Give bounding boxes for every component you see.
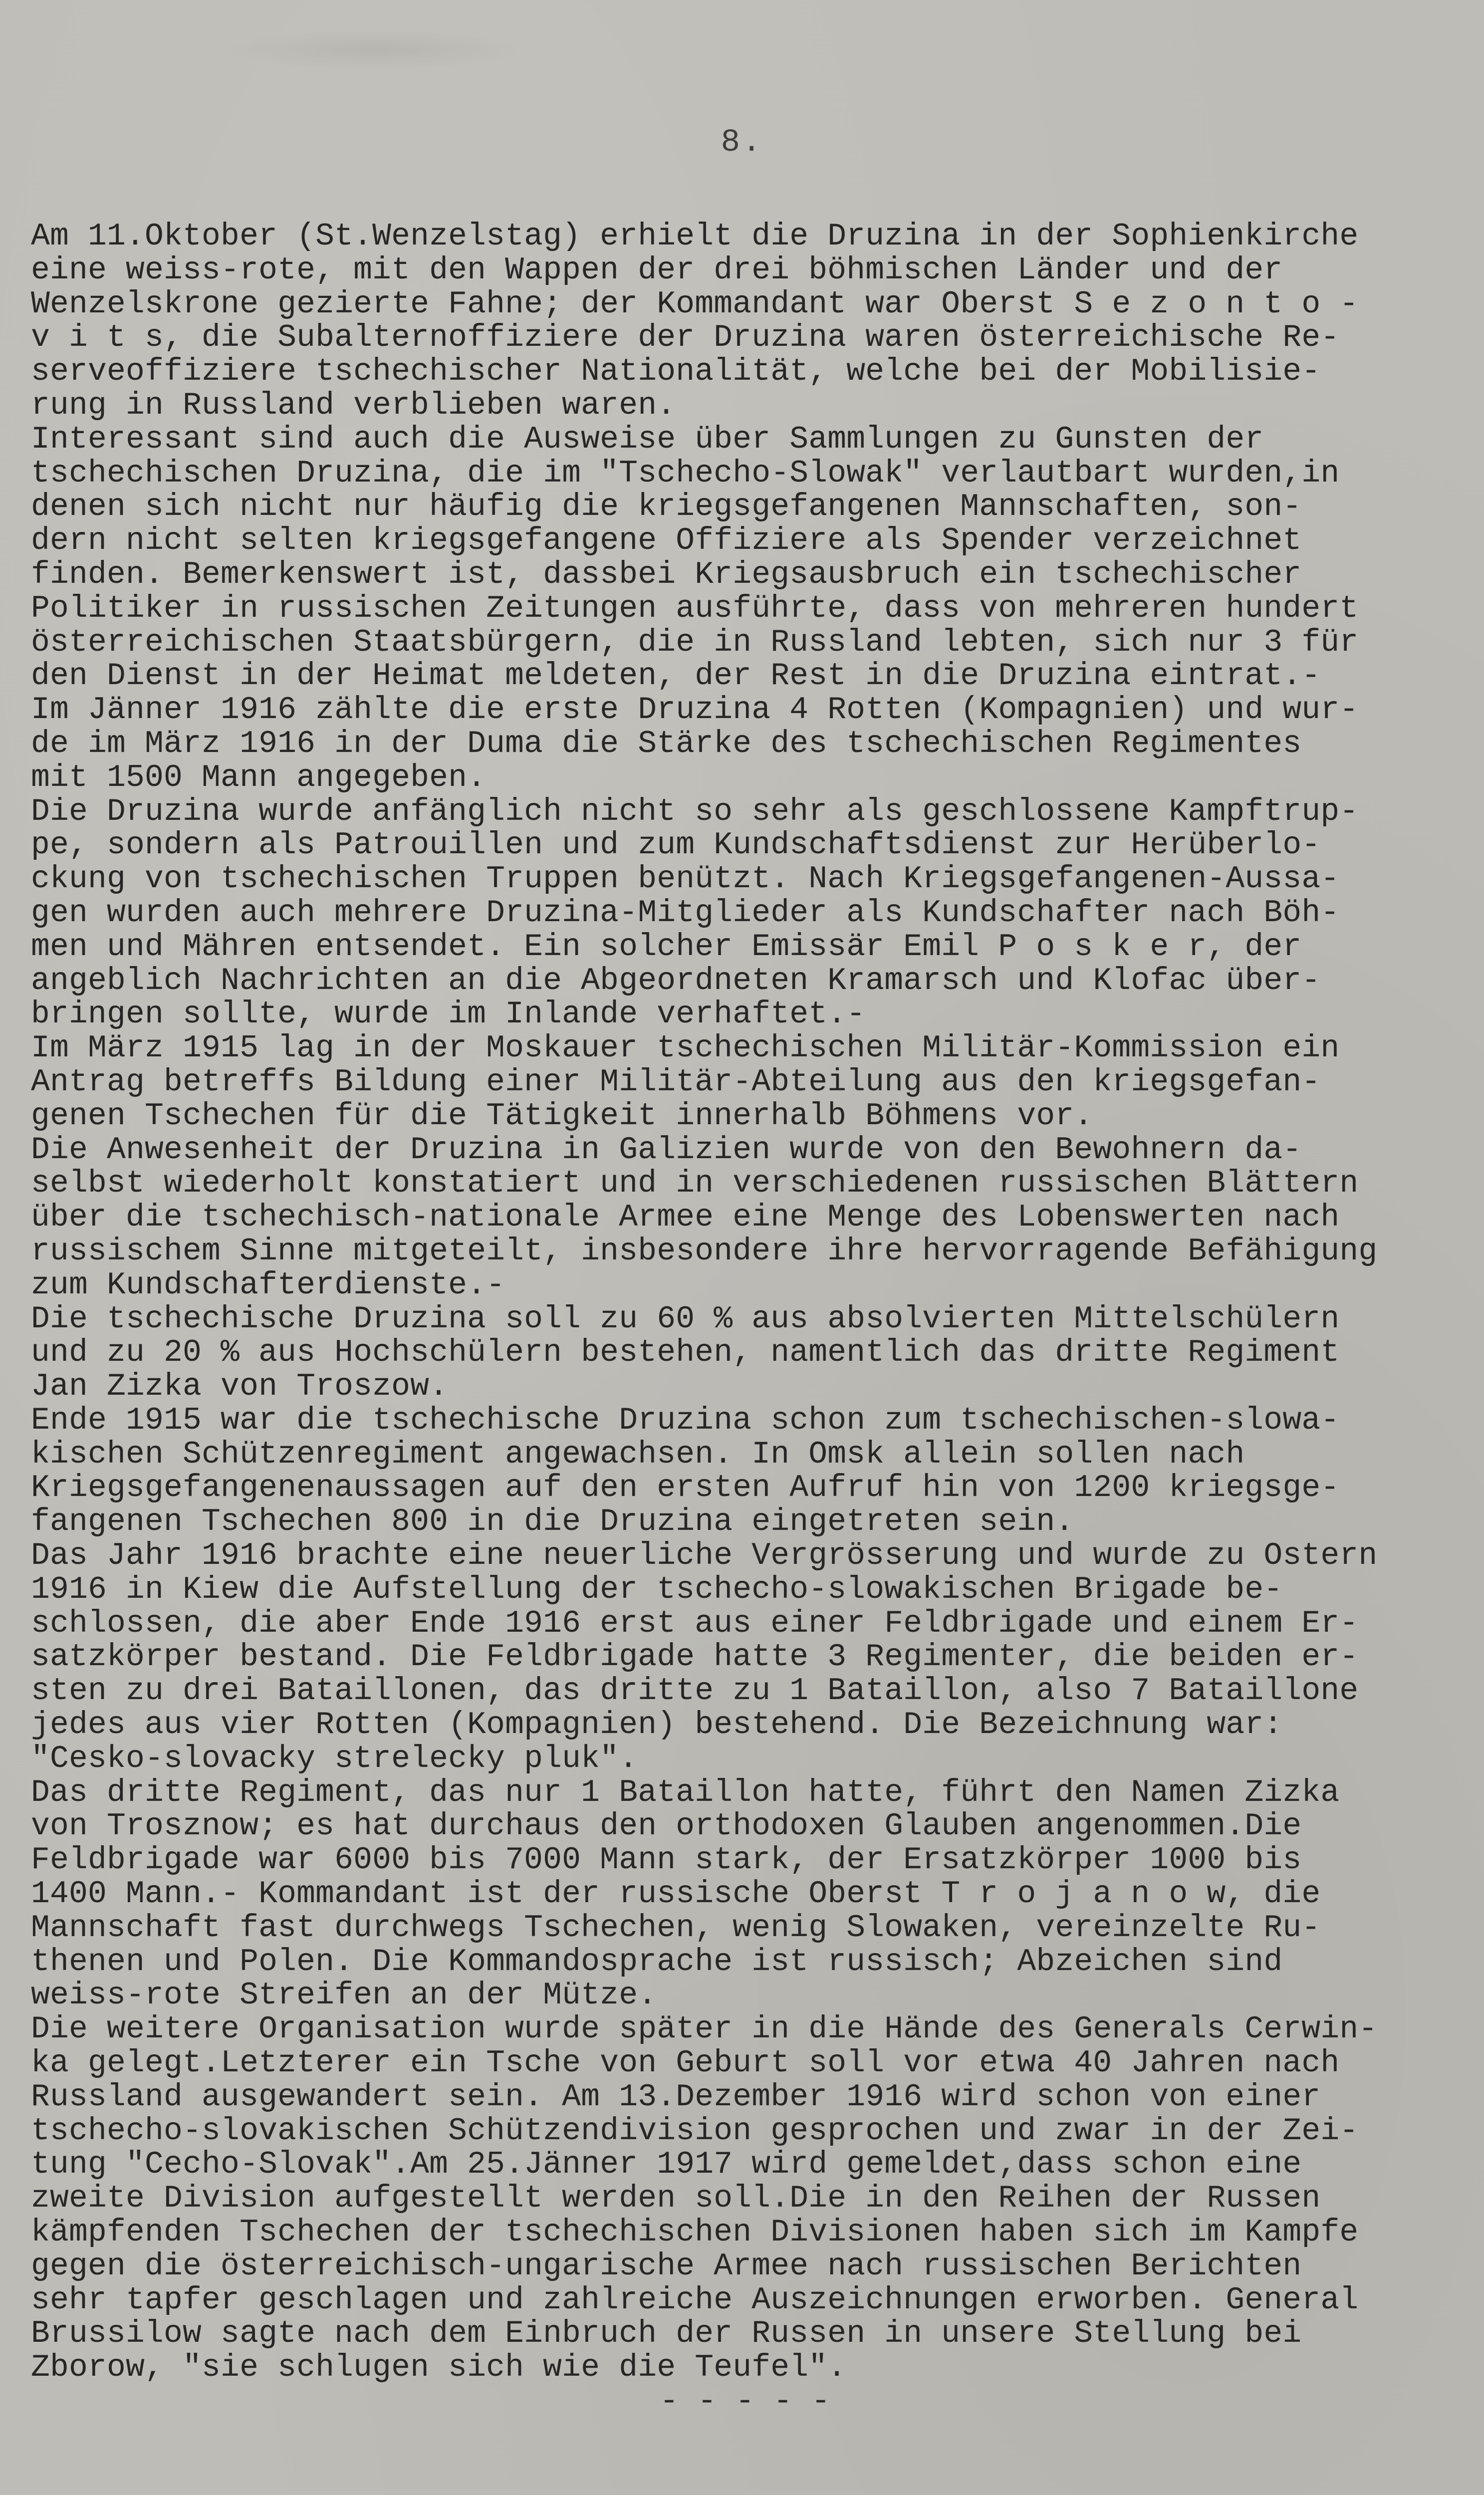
text-line: kischen Schützenregiment angewachsen. In Omsk allein sollen nach (31, 1436, 1245, 1472)
text-line: Ende 1915 war die tschechische Druzina schon zum tschechischen-slowa- (31, 1402, 1340, 1438)
text-line: Im März 1915 lag in der Moskauer tschechischen Militär-Kommission ein (31, 1030, 1340, 1066)
text-line: Kriegsgefangenenaussagen auf den ersten Aufruf hin von 1200 kriegsge- (31, 1470, 1340, 1506)
text-line: zweite Division aufgestellt werden soll.Die in den Reihen der Russen (31, 2181, 1321, 2217)
text-line: ckung von tschechischen Truppen benützt. Nach Kriegsgefangenen-Aussa- (31, 861, 1340, 897)
text-line: sten zu drei Bataillonen, das dritte zu 1 Bataillon, also 7 Bataillone (31, 1673, 1359, 1709)
text-line: fangenen Tschechen 800 in die Druzina eingetreten sein. (31, 1504, 1074, 1540)
text-line: Das dritte Regiment, das nur 1 Bataillon hatte, führt den Namen Zizka (31, 1774, 1340, 1810)
text-line: Die Anwesenheit der Druzina in Galizien wurde von den Bewohnern da- (31, 1132, 1302, 1168)
text-line: tschechischen Druzina, die im "Tschecho-Slowak" verlautbart wurden,in (31, 455, 1340, 491)
text-line: pe, sondern als Patrouillen und zum Kundschaftsdienst zur Herüberlo- (31, 827, 1321, 863)
text-line: Interessant sind auch die Ausweise über Sammlungen zu Gunsten der (31, 421, 1264, 457)
text-line: serveoffiziere tschechischer Nationalität, welche bei der Mobilisie- (31, 354, 1321, 390)
text-line: tung "Cecho-Slovak".Am 25.Jänner 1917 wird gemeldet,dass schon eine (31, 2147, 1302, 2183)
text-line: schlossen, die aber Ende 1916 erst aus einer Feldbrigade und einem Er- (31, 1605, 1359, 1641)
text-line: Brussilow sagte nach dem Einbruch der Russen in unsere Stellung bei (31, 2316, 1302, 2352)
text-line: 1400 Mann.- Kommandant ist der russische Oberst T r o j a n o w, die (31, 1876, 1321, 1912)
text-line: men und Mähren entsendet. Ein solcher Emissär Emil P o s k e r, der (31, 929, 1302, 965)
text-line: über die tschechisch-nationale Armee eine Menge des Lobenswerten nach (31, 1200, 1340, 1236)
text-line: Russland ausgewandert sein. Am 13.Dezember 1916 wird schon von einer (31, 2079, 1321, 2115)
text-line: angeblich Nachrichten an die Abgeordneten Kramarsch und Klofac über- (31, 963, 1321, 998)
text-line: den Dienst in der Heimat meldeten, der Rest in die Druzina eintrat.- (31, 658, 1321, 694)
text-line: Feldbrigade war 6000 bis 7000 Mann stark, der Ersatzkörper 1000 bis (31, 1842, 1302, 1878)
text-line: de im März 1916 in der Duma die Stärke des tschechischen Regimentes (31, 726, 1302, 761)
text-line: Politiker in russischen Zeitungen ausführte, dass von mehreren hundert (31, 590, 1359, 626)
end-mark: - - - - - (660, 2384, 831, 2419)
text-line: Wenzelskrone gezierte Fahne; der Kommandant war Oberst S e z o n t o - (31, 286, 1359, 322)
text-line: Das Jahr 1916 brachte eine neuerliche Vergrösserung und wurde zu Ostern (31, 1538, 1378, 1574)
page-number: 8. (721, 125, 763, 161)
paper-stain (225, 30, 524, 70)
text-line: und zu 20 % aus Hochschülern bestehen, namentlich das dritte Regiment (31, 1335, 1340, 1371)
text-line: von Trosznow; es hat durchaus den orthodoxen Glauben angenommen.Die (31, 1808, 1302, 1844)
text-line: rung in Russland verblieben waren. (31, 387, 676, 423)
text-line: gen wurden auch mehrere Druzina-Mitglieder als Kundschafter nach Böh- (31, 895, 1340, 931)
text-line: bringen sollte, wurde im Inlande verhaftet.- (31, 997, 866, 1032)
text-line: genen Tschechen für die Tätigkeit innerhalb Böhmens vor. (31, 1098, 1093, 1134)
text-line: Antrag betreffs Bildung einer Militär-Abteilung aus den kriegsgefan- (31, 1064, 1321, 1100)
text-line: tschecho-slovakischen Schützendivision gesprochen und zwar in der Zei- (31, 2113, 1359, 2149)
text-line: finden. Bemerkenswert ist, dassbei Kriegsausbruch ein tschechischer (31, 556, 1302, 592)
text-line: ka gelegt.Letzterer ein Tsche von Geburt soll vor etwa 40 Jahren nach (31, 2045, 1340, 2081)
text-line: Am 11.Oktober (St.Wenzelstag) erhielt die Druzina in der Sophienkirche (31, 219, 1359, 254)
text-line: Die tschechische Druzina soll zu 60 % aus absolvierten Mittelschülern (31, 1301, 1340, 1337)
text-line: denen sich nicht nur häufig die kriegsgefangenen Mannschaften, son- (31, 489, 1302, 525)
text-line: selbst wiederholt konstatiert und in verschiedenen russischen Blättern (31, 1166, 1359, 1202)
text-line: Die weitere Organisation wurde später in die Hände des Generals Cerwin- (31, 2011, 1378, 2047)
text-line: Im Jänner 1916 zählte die erste Druzina 4 Rotten (Kompagnien) und wur- (31, 692, 1359, 728)
text-line: mit 1500 Mann angegeben. (31, 759, 487, 795)
text-line: thenen und Polen. Die Kommandosprache ist russisch; Abzeichen sind (31, 1944, 1283, 1980)
text-line: Jan Zizka von Troszow. (31, 1369, 449, 1405)
text-line: Die Druzina wurde anfänglich nicht so sehr als geschlossene Kampftrup- (31, 793, 1359, 829)
text-line: kämpfenden Tschechen der tschechischen Divisionen haben sich im Kampfe (31, 2215, 1359, 2250)
text-line: v i t s, die Subalternoffiziere der Druzina waren österreichische Re- (31, 320, 1340, 356)
text-line: gegen die österreichisch-ungarische Armee nach russischen Berichten (31, 2248, 1302, 2284)
text-line: Zborow, "sie schlugen sich wie die Teufel". (31, 2350, 847, 2386)
text-line: satzkörper bestand. Die Feldbrigade hatte 3 Regimenter, die beiden er- (31, 1639, 1359, 1675)
text-line: österreichischen Staatsbürgern, die in Russland lebten, sich nur 3 für (31, 624, 1359, 660)
text-line: weiss-rote Streifen an der Mütze. (31, 1978, 657, 2013)
text-line: jedes aus vier Rotten (Kompagnien) bestehend. Die Bezeichnung war: (31, 1707, 1283, 1743)
text-line: 1916 in Kiew die Aufstellung der tschecho-slowakischen Brigade be- (31, 1571, 1283, 1607)
text-line: russischem Sinne mitgeteilt, insbesondere ihre hervorragende Befähigung (31, 1233, 1378, 1269)
document-body (31, 220, 1478, 2419)
text-line: "Cesko-slovacky strelecky pluk". (31, 1741, 638, 1776)
text-line: dern nicht selten kriegsgefangene Offiziere als Spender verzeichnet (31, 523, 1302, 559)
text-line: eine weiss-rote, mit den Wappen der drei böhmischen Länder und der (31, 252, 1283, 288)
text-line: sehr tapfer geschlagen und zahlreiche Auszeichnungen erworben. General (31, 2282, 1359, 2318)
text-line: zum Kundschafterdienste.- (31, 1267, 505, 1303)
text-line: Mannschaft fast durchwegs Tschechen, wenig Slowaken, vereinzelte Ru- (31, 1910, 1321, 1946)
